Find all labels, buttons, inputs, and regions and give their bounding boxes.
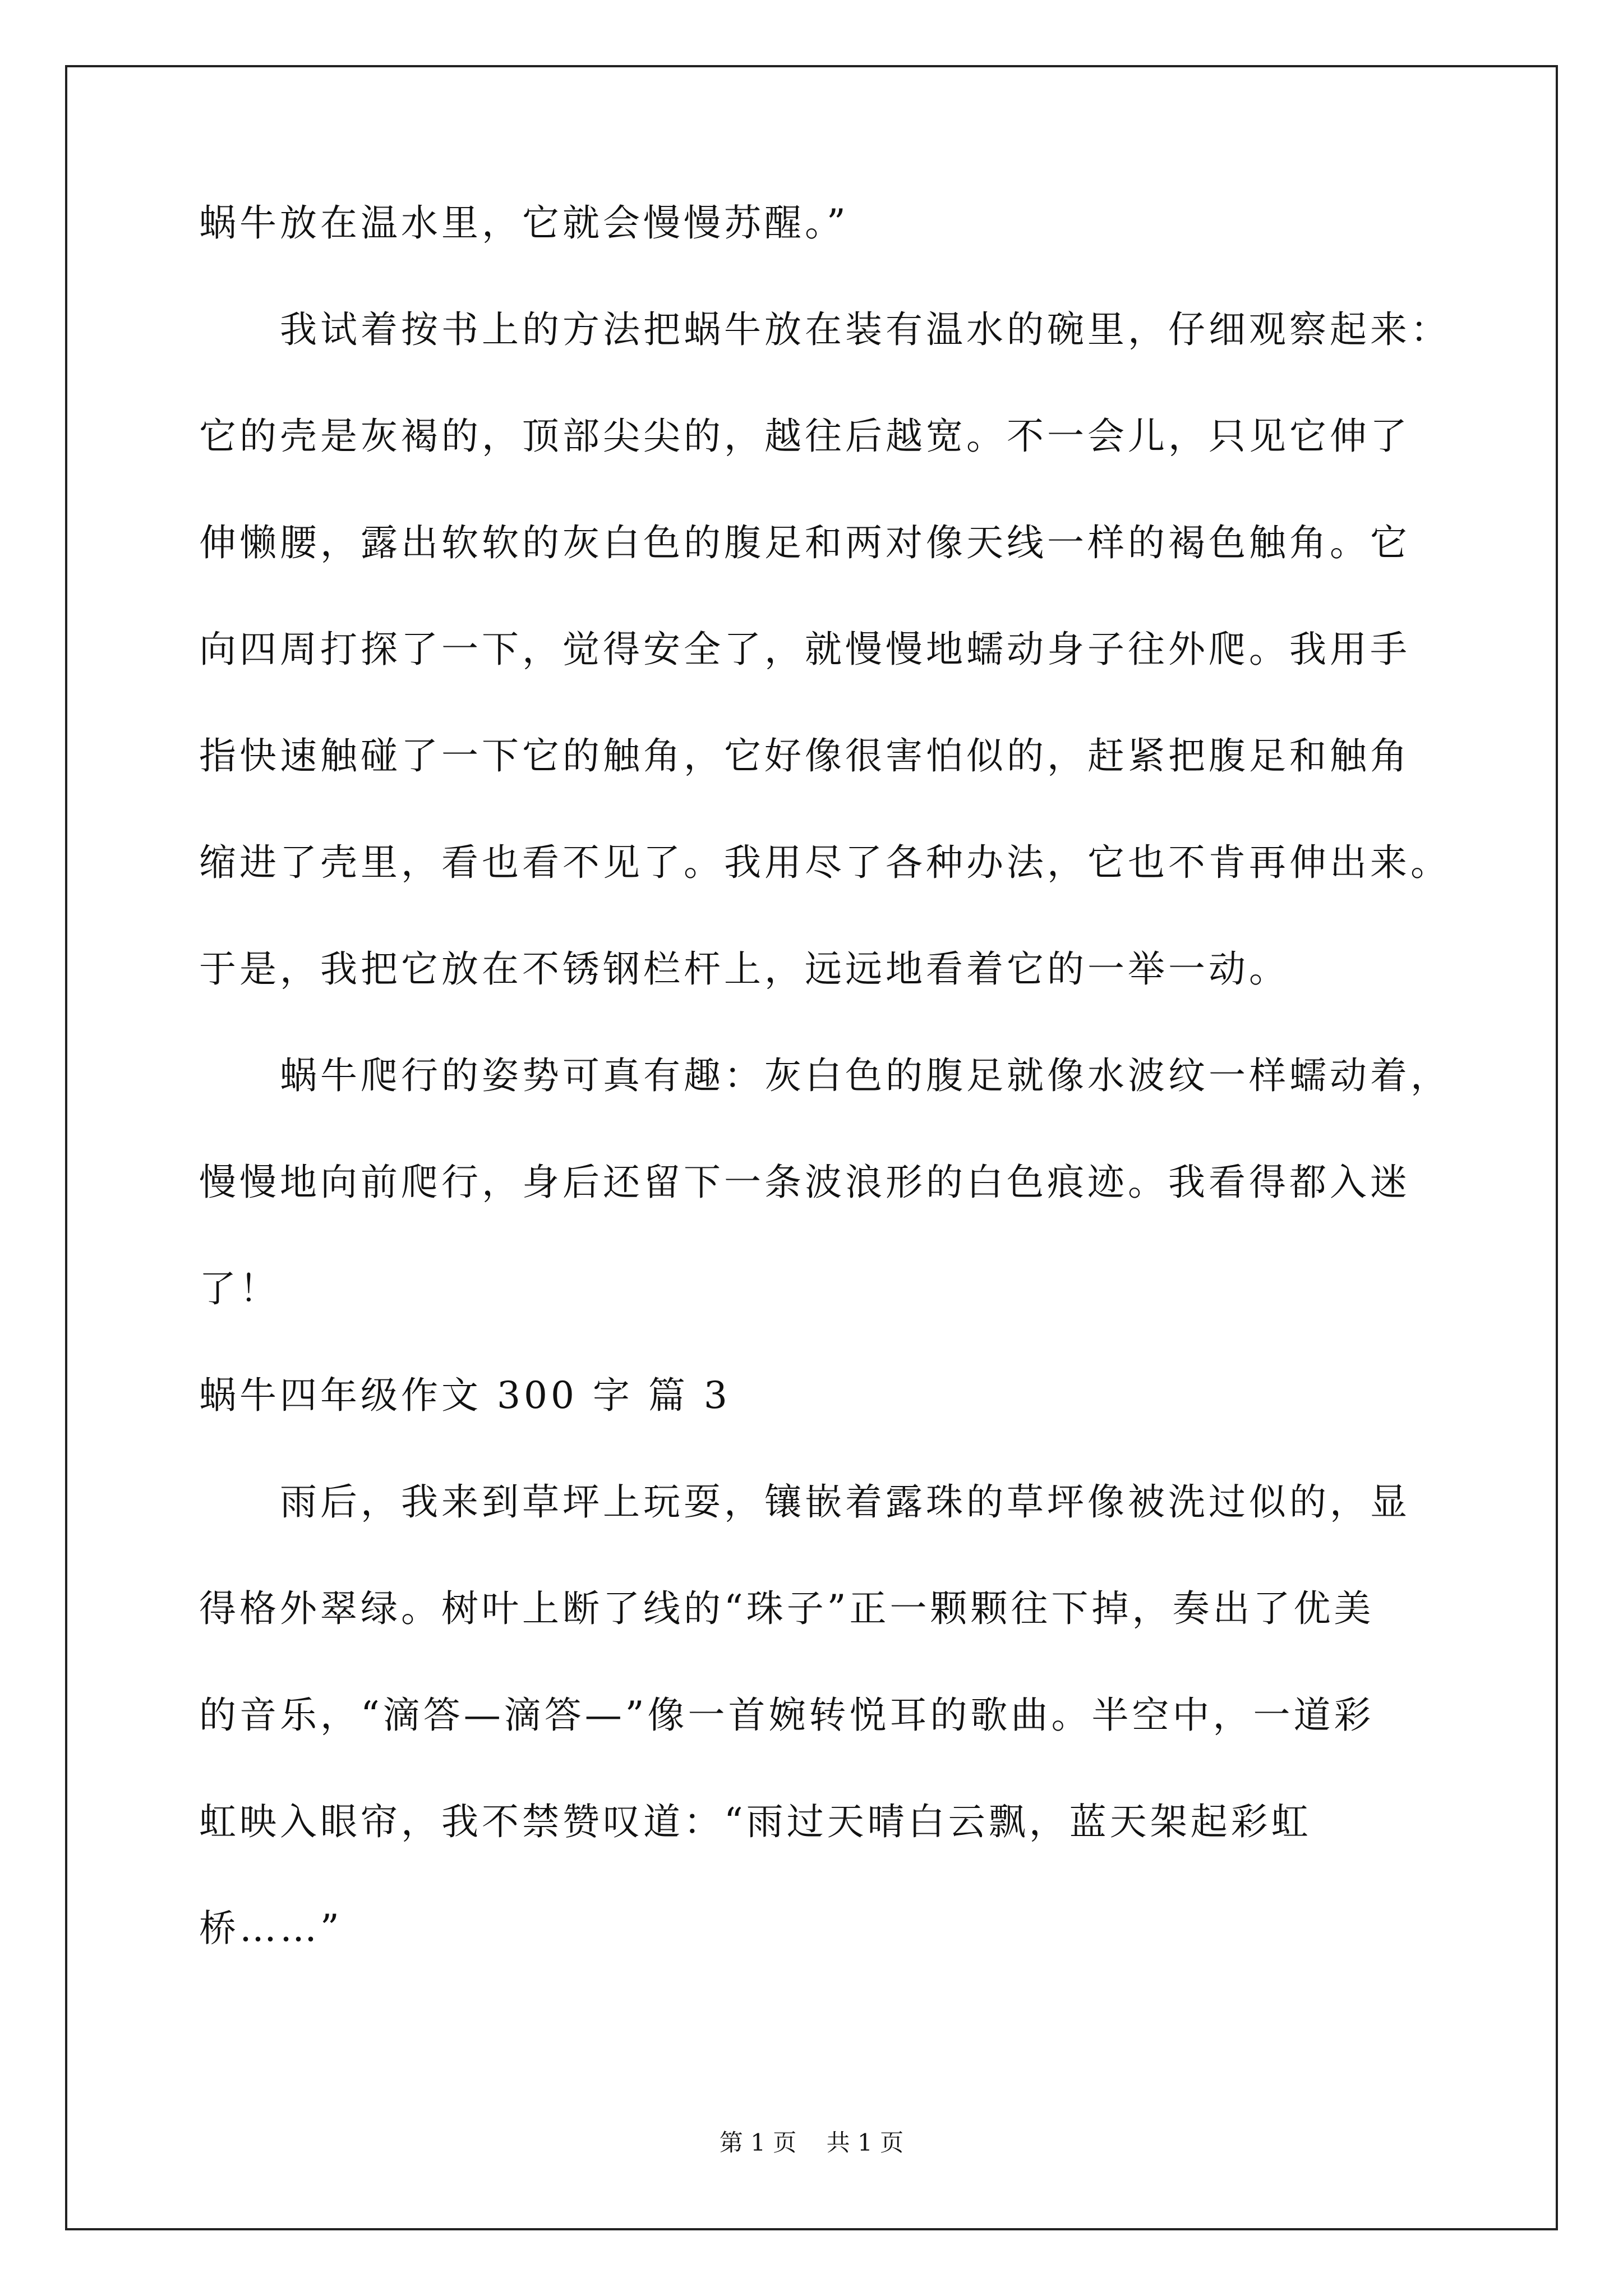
section-heading: 蜗牛四年级作文 300 字 篇 3	[199, 1374, 731, 1417]
text-line: 向四周打探了一下，觉得安全了，就慢慢地蠕动身子往外爬。我用手	[199, 628, 1410, 671]
document-body	[199, 196, 1451, 2008]
text-line: 我试着按书上的方法把蜗牛放在装有温水的碗里，仔细观察起来：	[199, 308, 1451, 351]
text-line: 慢慢地向前爬行，身后还留下一条波浪形的白色痕迹。我看得都入迷	[199, 1161, 1410, 1204]
page-number: 第 1 页	[719, 2129, 797, 2156]
text-line: 蜗牛爬行的姿势可真有趣：灰白色的腹足就像水波纹一样蠕动着，	[199, 1054, 1451, 1097]
text-line: 雨后，我来到草坪上玩耍，镶嵌着露珠的草坪像被洗过似的，显	[199, 1480, 1410, 1524]
text-line: 伸懒腰，露出软软的灰白色的腹足和两对像天线一样的褐色触角。它	[199, 521, 1410, 564]
text-line: 的音乐，“滴答—滴答—”像一首婉转悦耳的歌曲。半空中，一道彩	[199, 1694, 1375, 1737]
page-total: 共 1 页	[826, 2129, 904, 2156]
page-footer	[0, 2126, 1623, 2160]
text-line: 蜗牛放在温水里，它就会慢慢苏醒。”	[199, 201, 849, 245]
text-line: 缩进了壳里，看也看不见了。我用尽了各种办法，它也不肯再伸出来。	[199, 841, 1451, 884]
text-line: 指快速触碰了一下它的触角，它好像很害怕似的，赶紧把腹足和触角	[199, 734, 1410, 777]
text-line: 得格外翠绿。树叶上断了线的“珠子”正一颗颗往下掉，奏出了优美	[199, 1587, 1375, 1630]
text-line: 于是，我把它放在不锈钢栏杆上，远远地看着它的一举一动。	[199, 947, 1289, 991]
text-line: 虹映入眼帘，我不禁赞叹道：“雨过天晴白云飘，蓝天架起彩虹	[199, 1800, 1312, 1843]
text-line: 桥……”	[199, 1907, 343, 1950]
text-line: 它的壳是灰褐的，顶部尖尖的，越往后越宽。不一会儿，只见它伸了	[199, 415, 1410, 458]
text-line: 了！	[199, 1267, 280, 1310]
